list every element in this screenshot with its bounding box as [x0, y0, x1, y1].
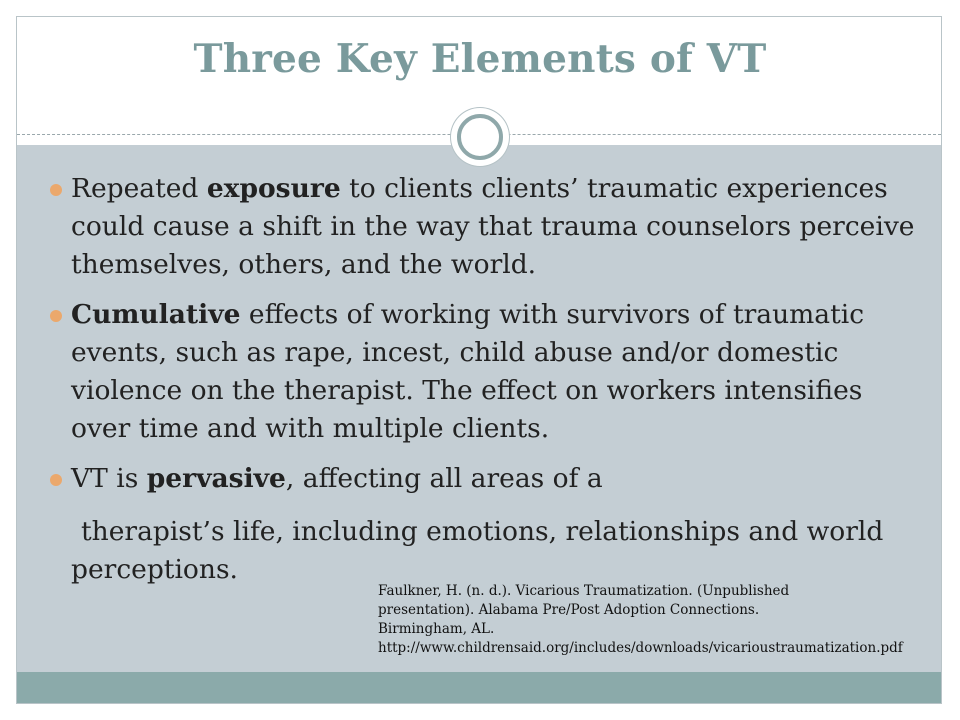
bullet-dot-icon	[50, 184, 62, 196]
bullet-text-bold: pervasive	[146, 463, 286, 494]
bullet-continuation: therapist’s life, including emotions, relationships and world perceptions.	[71, 516, 884, 585]
bullet-dot-icon	[50, 310, 62, 322]
bullet-text-post: , affecting all areas of a	[285, 463, 603, 494]
bullet-dot-icon	[50, 474, 62, 486]
bullet-item	[50, 170, 930, 284]
bullet-text-post: effects of working with survivors of traumatic events, such as rape, incest, child abuse and/or domestic violence on the therapist. The effect on workers intensifies over time and with multiple clients.	[71, 299, 865, 444]
bullet-item	[50, 460, 930, 498]
slide-title: Three Key Elements of VT	[193, 36, 767, 82]
bullet-list	[50, 170, 930, 510]
bullet-text-bold: exposure	[206, 173, 341, 204]
bullet-text-post: to clients clients’ traumatic experiences could cause a shift in the way that trauma counselors perceive themselves, others, and the world.	[71, 173, 915, 280]
bottom-band	[17, 672, 941, 703]
citation: Faulkner, H. (n. d.). Vicarious Traumatization. (Unpublished presentation). Alabama Pre/Post Adoption Connections. Birmingham, AL. http://www.childrensaid.org/includes/downloads/vicarioustraumatization.pdf	[378, 583, 903, 656]
bullet-text-pre: VT is	[71, 463, 147, 494]
bullet-text-bold: Cumulative	[71, 299, 241, 330]
circle-ornament-inner	[457, 114, 503, 160]
bullet-text-pre: Repeated	[71, 173, 207, 204]
bullet-item	[50, 296, 930, 448]
circle-ornament-icon	[451, 108, 509, 166]
